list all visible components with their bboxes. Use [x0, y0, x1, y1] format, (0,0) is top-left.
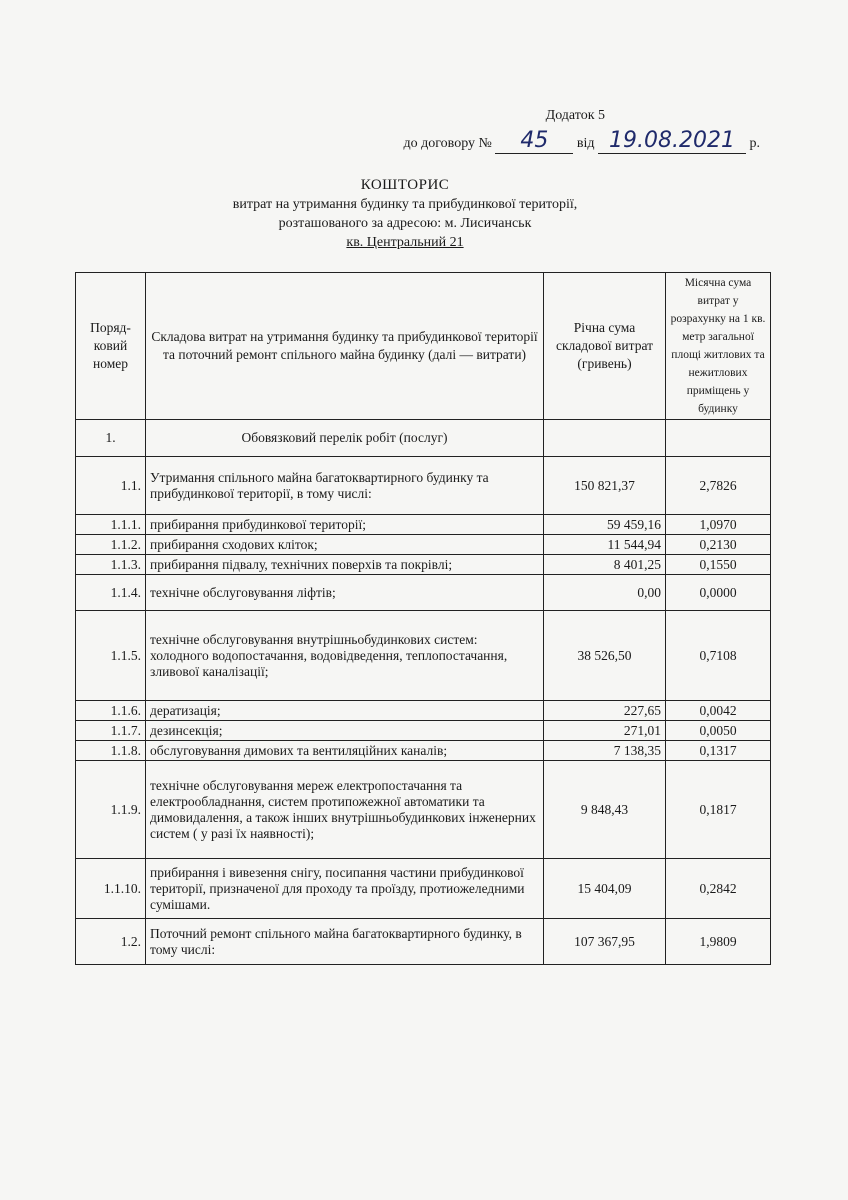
row-code: 1.1.3. — [76, 555, 146, 575]
row-name: Обовязковий перелік робіт (послуг) — [146, 420, 544, 457]
table-row — [76, 535, 771, 555]
header-annual-sum: Річна сума складової витрат (гривень) — [544, 273, 666, 420]
table-row — [76, 575, 771, 611]
contract-prefix: до договору № — [403, 136, 492, 151]
row-annual: 59 459,16 — [544, 515, 666, 535]
row-name: дератизація; — [146, 701, 544, 721]
row-annual: 9 848,43 — [544, 761, 666, 859]
header-order-number: Поряд-ковий номер — [76, 273, 146, 420]
row-annual: 8 401,25 — [544, 555, 666, 575]
row-monthly: 1,9809 — [666, 919, 771, 965]
table-row — [76, 721, 771, 741]
row-code: 1.1.4. — [76, 575, 146, 611]
row-name: обслуговування димових та вентиляційних каналів; — [146, 741, 544, 761]
row-monthly: 0,1817 — [666, 761, 771, 859]
row-monthly: 0,2130 — [666, 535, 771, 555]
contract-number: 45 — [495, 128, 573, 154]
row-annual: 150 821,37 — [544, 457, 666, 515]
row-monthly: 0,0042 — [666, 701, 771, 721]
table-row — [76, 919, 771, 965]
row-name: Утримання спільного майна багатоквартирного будинку та прибудинкової території, в тому числі: — [146, 457, 544, 515]
row-name: Поточний ремонт спільного майна багатоквартирного будинку, в тому числі: — [146, 919, 544, 965]
row-name: прибирання і вивезення снігу, посипання частини прибудинкової території, призначеної для проходу та проїзду, протиожеледними сумішами. — [146, 859, 544, 919]
row-name: прибирання сходових кліток; — [146, 535, 544, 555]
table-row — [76, 420, 771, 457]
addendum-label: Додаток 5 — [545, 108, 605, 123]
table-row — [76, 701, 771, 721]
row-annual: 107 367,95 — [544, 919, 666, 965]
row-code: 1.1.10. — [76, 859, 146, 919]
row-monthly: 2,7826 — [666, 457, 771, 515]
row-code: 1.1.9. — [76, 761, 146, 859]
row-monthly: 0,0000 — [666, 575, 771, 611]
table-row — [76, 457, 771, 515]
table-row — [76, 859, 771, 919]
row-monthly: 0,2842 — [666, 859, 771, 919]
contract-date: 19.08.2021 — [598, 128, 746, 154]
estimate-address: кв. Центральний 21 — [346, 235, 464, 250]
row-annual: 38 526,50 — [544, 611, 666, 701]
row-code: 1.1.5. — [76, 611, 146, 701]
table-row — [76, 515, 771, 535]
row-annual: 15 404,09 — [544, 859, 666, 919]
row-monthly: 0,7108 — [666, 611, 771, 701]
row-code: 1.1.8. — [76, 741, 146, 761]
row-code: 1.1.1. — [76, 515, 146, 535]
row-name: прибирання прибудинкової території; — [146, 515, 544, 535]
row-annual: 271,01 — [544, 721, 666, 741]
row-code: 1.1.7. — [76, 721, 146, 741]
row-name: дезинсекція; — [146, 721, 544, 741]
row-annual: 11 544,94 — [544, 535, 666, 555]
row-annual — [544, 420, 666, 457]
row-name: прибирання підвалу, технічних поверхів та покрівлі; — [146, 555, 544, 575]
row-code: 1. — [76, 420, 146, 457]
row-monthly: 0,0050 — [666, 721, 771, 741]
row-monthly — [666, 420, 771, 457]
estimate-subtitle-line1: витрат на утримання будинку та прибудинкової території, — [232, 197, 578, 212]
estimate-subtitle-line2: розташованого за адресою: м. Лисичанськ — [278, 216, 532, 231]
estimate-heading: КОШТОРИС — [360, 177, 450, 193]
row-monthly: 0,1317 — [666, 741, 771, 761]
row-code: 1.1. — [76, 457, 146, 515]
row-code: 1.2. — [76, 919, 146, 965]
estimate-table — [75, 272, 771, 965]
estimate-title-block — [180, 176, 630, 252]
row-annual: 7 138,35 — [544, 741, 666, 761]
table-row — [76, 741, 771, 761]
date-suffix: р. — [749, 136, 760, 151]
row-monthly: 0,1550 — [666, 555, 771, 575]
row-name: технічне обслуговування внутрішньобудинкових систем: холодного водопостачання, водовідведення, теплопостачання, зливової каналізації; — [146, 611, 544, 701]
header-cost-component: Складова витрат на утримання будинку та прибудинкової території та поточний ремонт спільного майна будинку (далі — витрати) — [146, 273, 544, 420]
row-code: 1.1.6. — [76, 701, 146, 721]
header-monthly-sum: Місячна сума витрат у розрахунку на 1 кв. метр загальної площі житлових та нежитлових приміщень у будинку — [666, 273, 771, 420]
row-annual: 227,65 — [544, 701, 666, 721]
row-name: технічне обслуговування мереж електропостачання та електрообладнання, систем протипожежної автоматики та димовидалення, а також інших внутрішньобудинкових інженерних систем ( у разі їх наявності); — [146, 761, 544, 859]
table-row — [76, 611, 771, 701]
table-header-row — [76, 273, 771, 420]
row-annual: 0,00 — [544, 575, 666, 611]
contract-line — [0, 128, 760, 154]
row-code: 1.1.2. — [76, 535, 146, 555]
table-row — [76, 555, 771, 575]
table-row — [76, 761, 771, 859]
row-monthly: 1,0970 — [666, 515, 771, 535]
date-prefix: від — [576, 136, 595, 151]
row-name: технічне обслуговування ліфтів; — [146, 575, 544, 611]
